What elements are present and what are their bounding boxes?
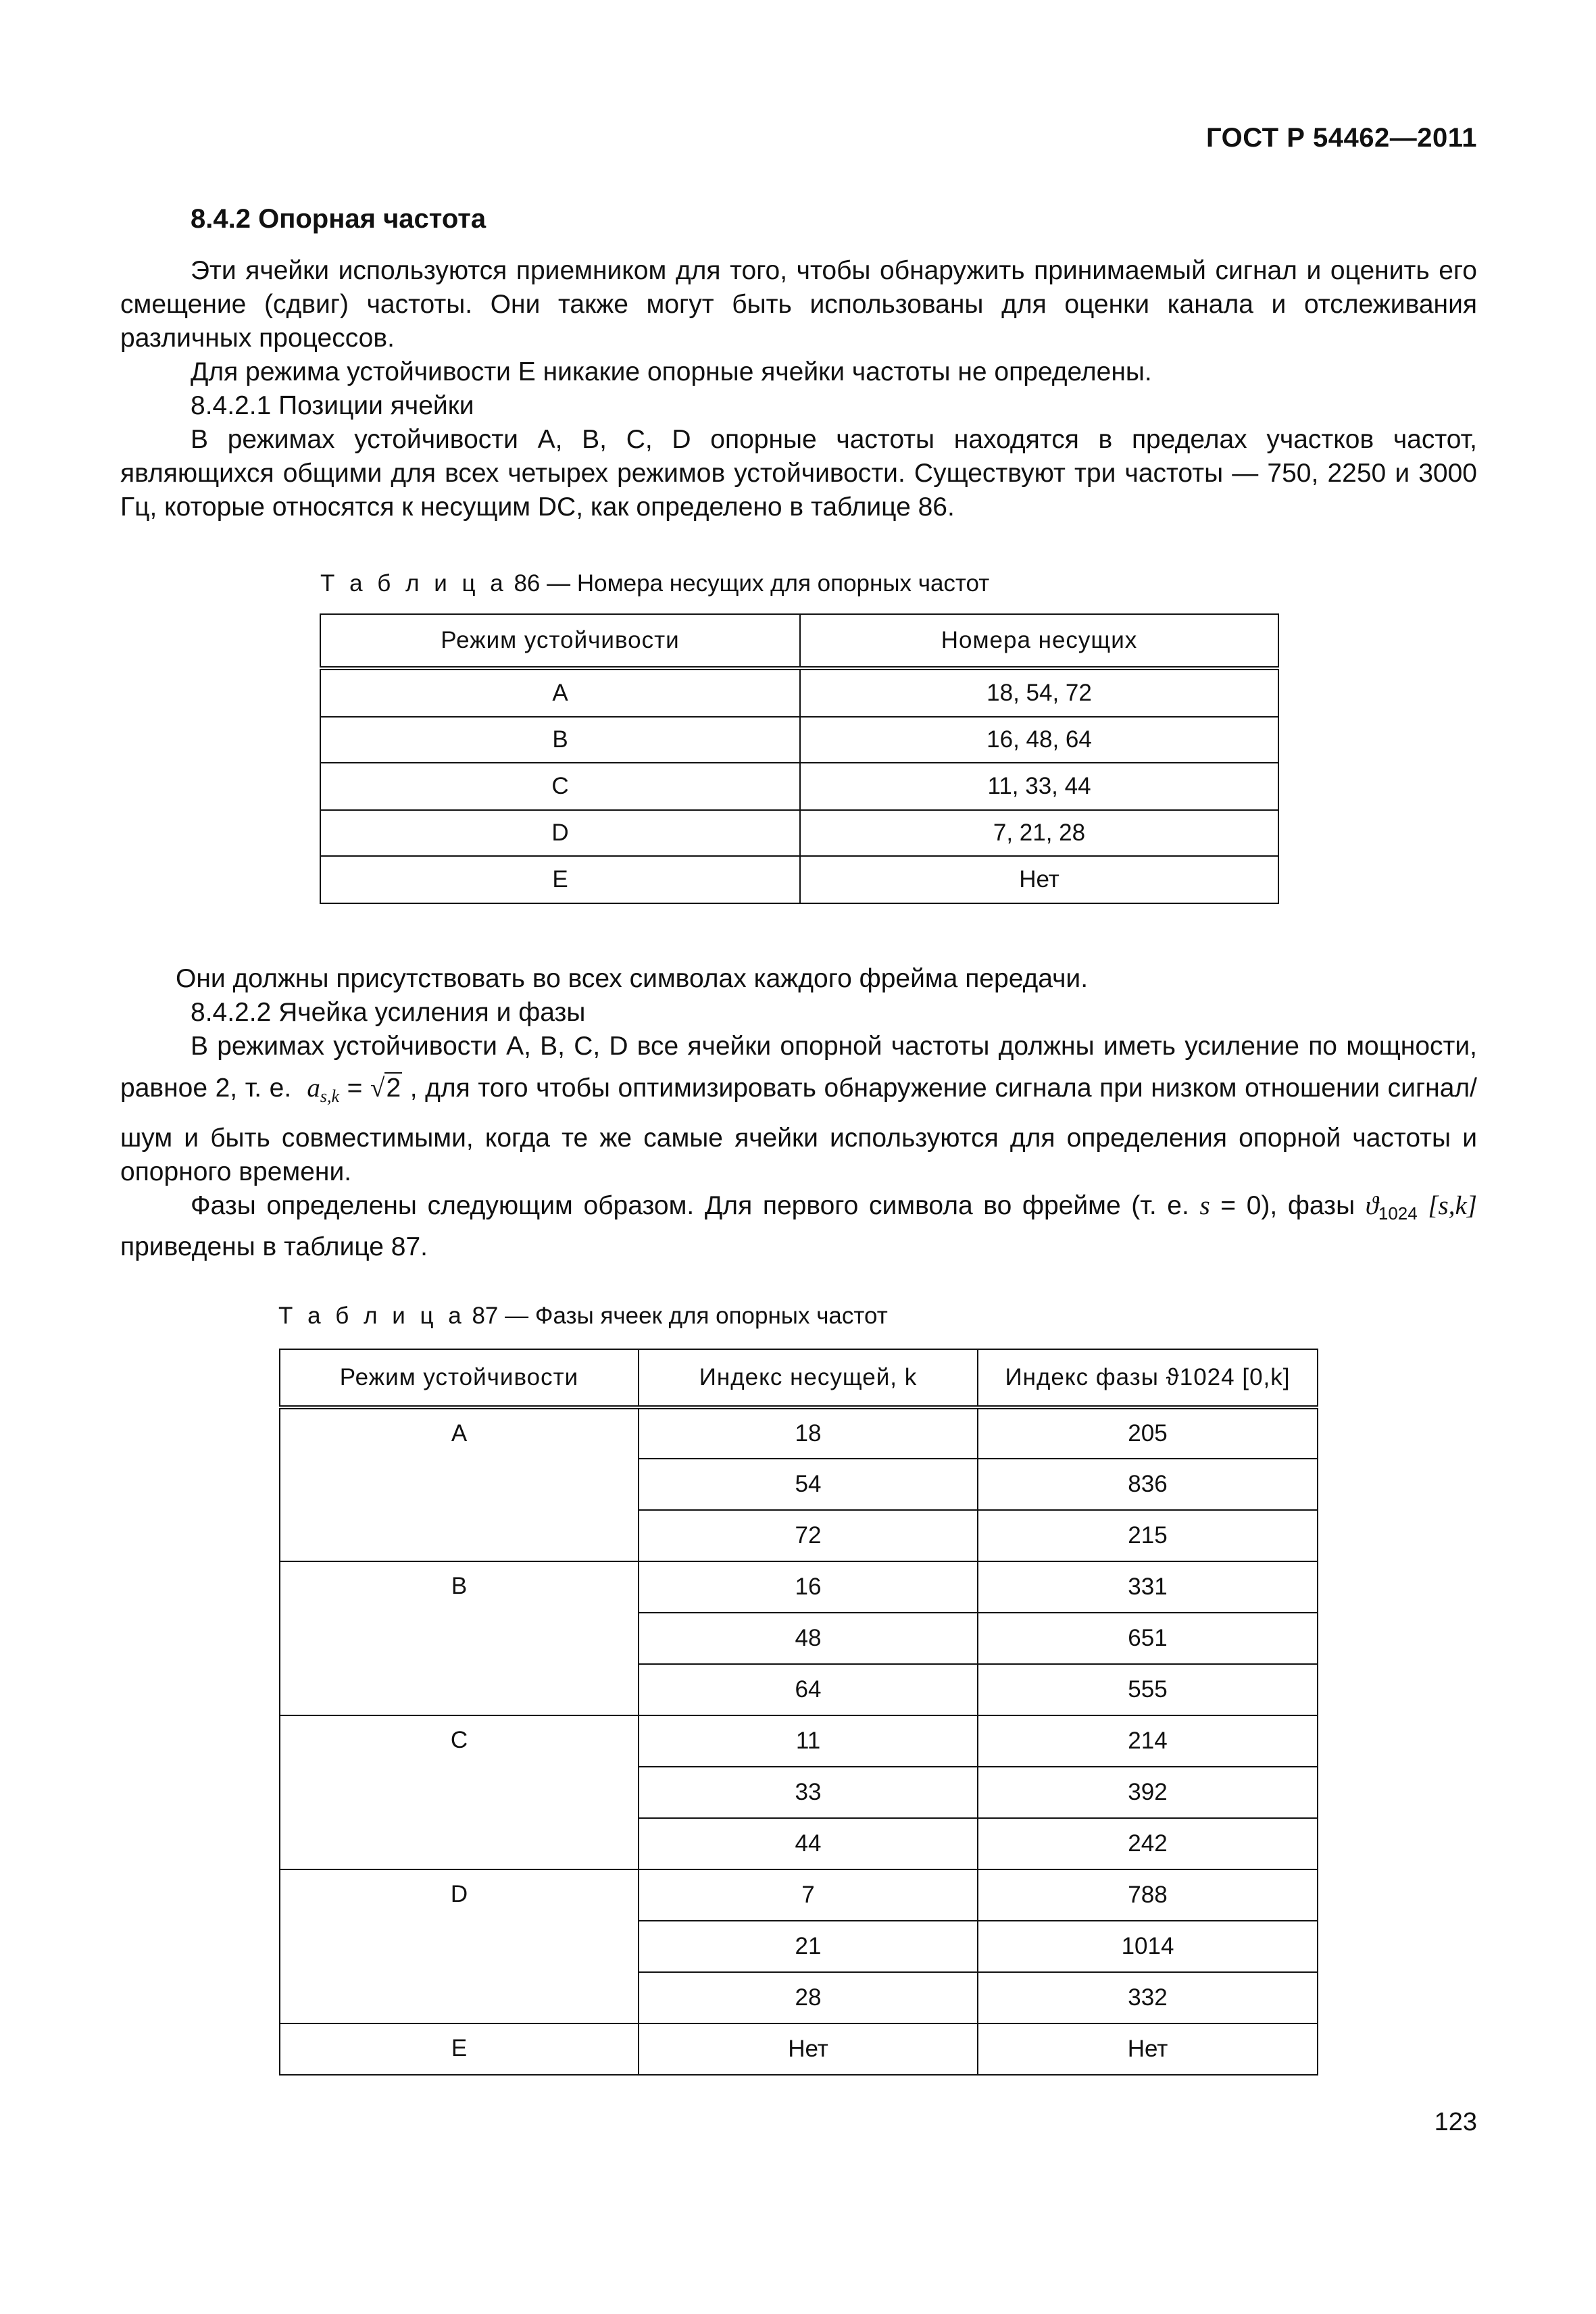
table87-cell-phase-index: 651 <box>978 1613 1318 1664</box>
table87 <box>279 1349 1318 2076</box>
table87-cell-carrier-index: 72 <box>639 1510 978 1561</box>
formula-subscript: s,k <box>320 1086 340 1106</box>
paragraph-gain <box>120 1030 1477 1189</box>
table87-cell-carrier-index: 28 <box>639 1972 978 2023</box>
table87-header-phase-index: Индекс фазы ϑ1024 [0,k] <box>978 1349 1318 1407</box>
table86-caption-text: 86 — Номера несущих для опорных частот <box>514 570 990 597</box>
table86-header-carriers: Номера несущих <box>800 614 1278 668</box>
paragraph-phases-text-3: приведены в таблице 87. <box>120 1232 428 1261</box>
table87-cell-phase-index: 1014 <box>978 1921 1318 1972</box>
table86-cell-carriers: Нет <box>800 856 1278 903</box>
table87-cell-mode: C <box>280 1715 639 1869</box>
table87-cell-phase-index: 214 <box>978 1715 1318 1767</box>
table87-cell-carrier-index: 54 <box>639 1459 978 1510</box>
document-id: ГОСТ Р 54462—2011 <box>1206 123 1477 153</box>
table87-cell-carrier-index: 64 <box>639 1664 978 1715</box>
table87-cell-mode: D <box>280 1869 639 2023</box>
table-row <box>280 2023 1318 2075</box>
sqrt-icon: √ <box>370 1074 385 1103</box>
table87-cell-phase-index: 242 <box>978 1818 1318 1869</box>
table87-cell-carrier-index: 18 <box>639 1407 978 1459</box>
formula-variable: a <box>307 1074 320 1103</box>
table87-cell-carrier-index: 7 <box>639 1869 978 1921</box>
table86-cell-carriers: 11, 33, 44 <box>800 763 1278 810</box>
subsection-heading-gain-phase: 8.4.2.2 Ячейка усиления и фазы <box>191 998 586 1027</box>
table87-cell-carrier-index: 11 <box>639 1715 978 1767</box>
subsection-heading-positions: 8.4.2.1 Позиции ячейки <box>191 391 474 420</box>
paragraph-phases-text: Фазы определены следующим образом. Для первого символа во фрейме (т. е. <box>191 1191 1189 1220</box>
theta-subscript: 1024 <box>1378 1203 1418 1224</box>
table86-cell-carriers: 7, 21, 28 <box>800 810 1278 856</box>
table86-caption-label: Т а б л и ц а <box>320 570 507 597</box>
table87-cell-phase-index: 215 <box>978 1510 1318 1561</box>
table87-cell-phase-index: 331 <box>978 1561 1318 1613</box>
table87-body <box>280 1407 1318 2075</box>
paragraph-block-2 <box>120 962 1477 1264</box>
table87-header-mode: Режим устойчивости <box>280 1349 639 1407</box>
table86 <box>320 613 1279 904</box>
table87-cell-carrier-index: 44 <box>639 1818 978 1869</box>
theta-icon: ϑ <box>1365 1191 1378 1220</box>
paragraph-block-1 <box>120 254 1477 524</box>
table-row <box>320 717 1278 763</box>
paragraph-phases <box>120 1189 1477 1264</box>
paragraph-purpose: Эти ячейки используются приемником для того, чтобы обнаружить принимаемый сигнал и оценить его смещение (сдвиг) частоты. Они также могут быть использованы для оценки канала и отслеживания различных процессов. <box>120 256 1477 353</box>
table87-cell-mode: B <box>280 1561 639 1715</box>
table87-cell-phase-index: 205 <box>978 1407 1318 1459</box>
table86-cell-carriers: 16, 48, 64 <box>800 717 1278 763</box>
formula-gain <box>299 1074 402 1106</box>
table87-cell-mode: A <box>280 1407 639 1561</box>
table87-caption-label: Т а б л и ц а <box>278 1303 466 1329</box>
table86-cell-mode: D <box>320 810 800 856</box>
table87-cell-phase-index: 332 <box>978 1972 1318 2023</box>
table-row <box>320 668 1278 717</box>
table86-cell-mode: E <box>320 856 800 903</box>
table87-caption <box>278 1303 888 1330</box>
table86-cell-carriers: 18, 54, 72 <box>800 668 1278 717</box>
table86-caption <box>320 570 989 597</box>
table86-header-mode: Режим устойчивости <box>320 614 800 668</box>
section-heading: 8.4.2 Опорная частота <box>191 204 487 234</box>
table-row <box>280 1715 1318 1767</box>
table87-cell-carrier-index: 48 <box>639 1613 978 1664</box>
paragraph-gain-text: В режимах устойчивости А, В, С, D все ячейки опорной частоты должны иметь усиление по мощности, равное 2, т. е. <box>120 1032 1477 1103</box>
table87-caption-text: 87 — Фазы ячеек для опорных частот <box>472 1303 888 1329</box>
formula-equals: = <box>347 1074 363 1103</box>
paragraph-presence: Они должны присутствовать во всех символах каждого фрейма передачи. <box>176 964 1089 993</box>
page-number: 123 <box>1434 2108 1477 2136</box>
table87-cell-phase-index: 392 <box>978 1767 1318 1818</box>
table87-cell-carrier-index: 33 <box>639 1767 978 1818</box>
table87-cell-carrier-index: Нет <box>639 2023 978 2075</box>
table87-header-carrier-index: Индекс несущей, k <box>639 1349 978 1407</box>
phases-symbol-s: s <box>1199 1191 1210 1220</box>
paragraph-phases-text-2: = 0), фазы <box>1220 1191 1355 1220</box>
table87-cell-phase-index: 788 <box>978 1869 1318 1921</box>
table-row <box>320 763 1278 810</box>
table-row <box>320 856 1278 903</box>
table-row <box>280 1869 1318 1921</box>
paragraph-positions: В режимах устойчивости А, В, С, D опорные частоты находятся в пределах участков частот, являющихся общими для всех четырех режимов устойчивости. Существуют три частоты — 750, 2250 и 3000 Гц, которые относятся к несущим DC, как определено в таблице 86. <box>120 425 1477 522</box>
phases-index: [s,k] <box>1428 1191 1477 1220</box>
table87-cell-phase-index: 836 <box>978 1459 1318 1510</box>
table86-cell-mode: B <box>320 717 800 763</box>
table-row <box>280 1407 1318 1459</box>
paragraph-gain-text-cont: , для того чтобы оптимизировать обнаружение сигнала при низком отношении сигнал/шум и быть совместимыми, когда те же самые ячейки используются для определения опорной частоты и опорного времени. <box>120 1074 1477 1186</box>
table87-cell-carrier-index: 16 <box>639 1561 978 1613</box>
table-row <box>280 1561 1318 1613</box>
table87-cell-mode: E <box>280 2023 639 2075</box>
table87-cell-phase-index: Нет <box>978 2023 1318 2075</box>
table-row <box>320 810 1278 856</box>
table86-cell-mode: A <box>320 668 800 717</box>
table86-cell-mode: C <box>320 763 800 810</box>
table87-cell-carrier-index: 21 <box>639 1921 978 1972</box>
paragraph-mode-e: Для режима устойчивости Е никакие опорные ячейки частоты не определены. <box>191 357 1152 386</box>
formula-root-arg: 2 <box>386 1074 401 1103</box>
table87-cell-phase-index: 555 <box>978 1664 1318 1715</box>
